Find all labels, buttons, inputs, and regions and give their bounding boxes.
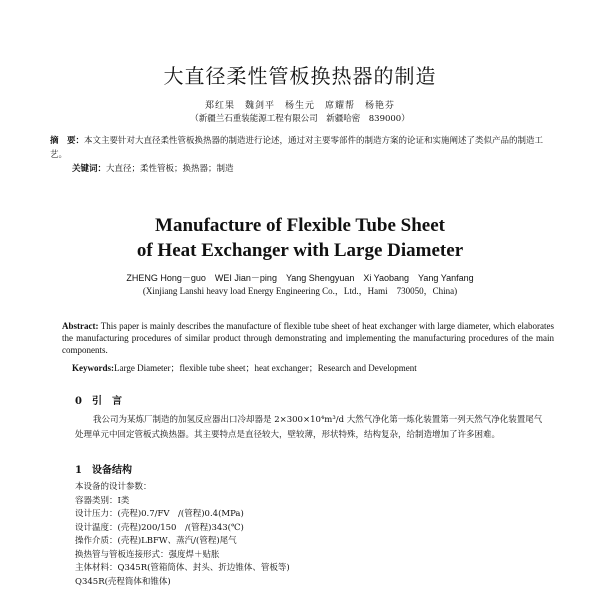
chinese-keywords (72, 162, 234, 174)
chinese-keywords-label: 关键词： (72, 164, 106, 174)
param-line: 主体材料：Q345R(管箱筒体、封头、折边锥体、管板等) (75, 562, 290, 576)
chinese-abstract-label: 摘 要： (50, 136, 84, 146)
english-authors: ZHENG Hong－guo WEI Jian－ping Yang Shengyuan Xi Yaobang Yang Yanfang (0, 271, 600, 284)
param-line: 容器类别：Ⅰ类 (75, 495, 290, 509)
param-line: 操作介质：(壳程)LBFW、蒸汽/(管程)尾气 (75, 535, 290, 549)
param-line: 换热管与管板连接形式：强度焊＋贴胀 (75, 549, 290, 563)
english-abstract (62, 320, 554, 356)
english-keywords-label: Keywords: (72, 363, 114, 373)
english-abstract-text: This paper is mainly describes the manufacture of flexible tube sheet of heat exchanger with large diameter, which elaborates the manufacturing procedures of similar product through demonstrating and implementing the manufacturing procedures of the main components. (62, 321, 554, 355)
section-1-heading: 1 设备结构 (75, 461, 132, 476)
chinese-authors: 郑红果 魏剑平 杨生元 席耀帮 杨艳芬 (0, 98, 600, 111)
english-title-line1: Manufacture of Flexible Tube Sheet (0, 215, 600, 237)
chinese-keywords-text: 大直径；柔性管板；换热器；制造 (106, 164, 234, 174)
chinese-title: 大直径柔性管板换热器的制造 (0, 60, 600, 89)
chinese-abstract-text: 本文主要针对大直径柔性管板换热器的制造进行论述，通过对主要零部件的制造方案的论证和实施阐述了类似产品的制造工艺。 (50, 136, 543, 160)
english-affiliation: (Xinjiang Lanshi heavy load Energy Engineering Co.，Ltd.，Hami 730050，China) (0, 284, 600, 297)
param-line: 设计温度：(壳程)200/150 /(管程)343(℃) (75, 522, 290, 536)
design-parameters-list (75, 481, 290, 589)
english-abstract-label: Abstract: (62, 321, 99, 331)
english-keywords (72, 361, 417, 374)
chinese-abstract (50, 135, 545, 162)
english-keywords-text: Large Diameter；flexible tube sheet；heat exchanger；Research and Development (114, 363, 417, 373)
section-0-heading: 0 引 言 (75, 392, 122, 407)
param-line: 设计压力：(壳程)0.7/FV /(管程)0.4(MPa) (75, 508, 290, 522)
param-line: Q345R(壳程筒体和锥体) (75, 576, 290, 589)
chinese-affiliation: （新疆兰石重装能源工程有限公司 新疆哈密 839000） (0, 112, 600, 124)
section-0-paragraph: 我公司为某炼厂制造的加氢反应器出口冷却器是 2×300×10⁴m³/d 大然气净化第一炼化装置第一列天然气净化装置尾气处理单元中回定管板式换热器。其主要特点是直径较大，壁较薄，形状特殊，结构复杂，给制造增加了许多困难。 (75, 413, 545, 443)
english-title-line2: of Heat Exchanger with Large Diameter (0, 240, 600, 262)
param-line: 本设备的设计参数： (75, 481, 290, 495)
